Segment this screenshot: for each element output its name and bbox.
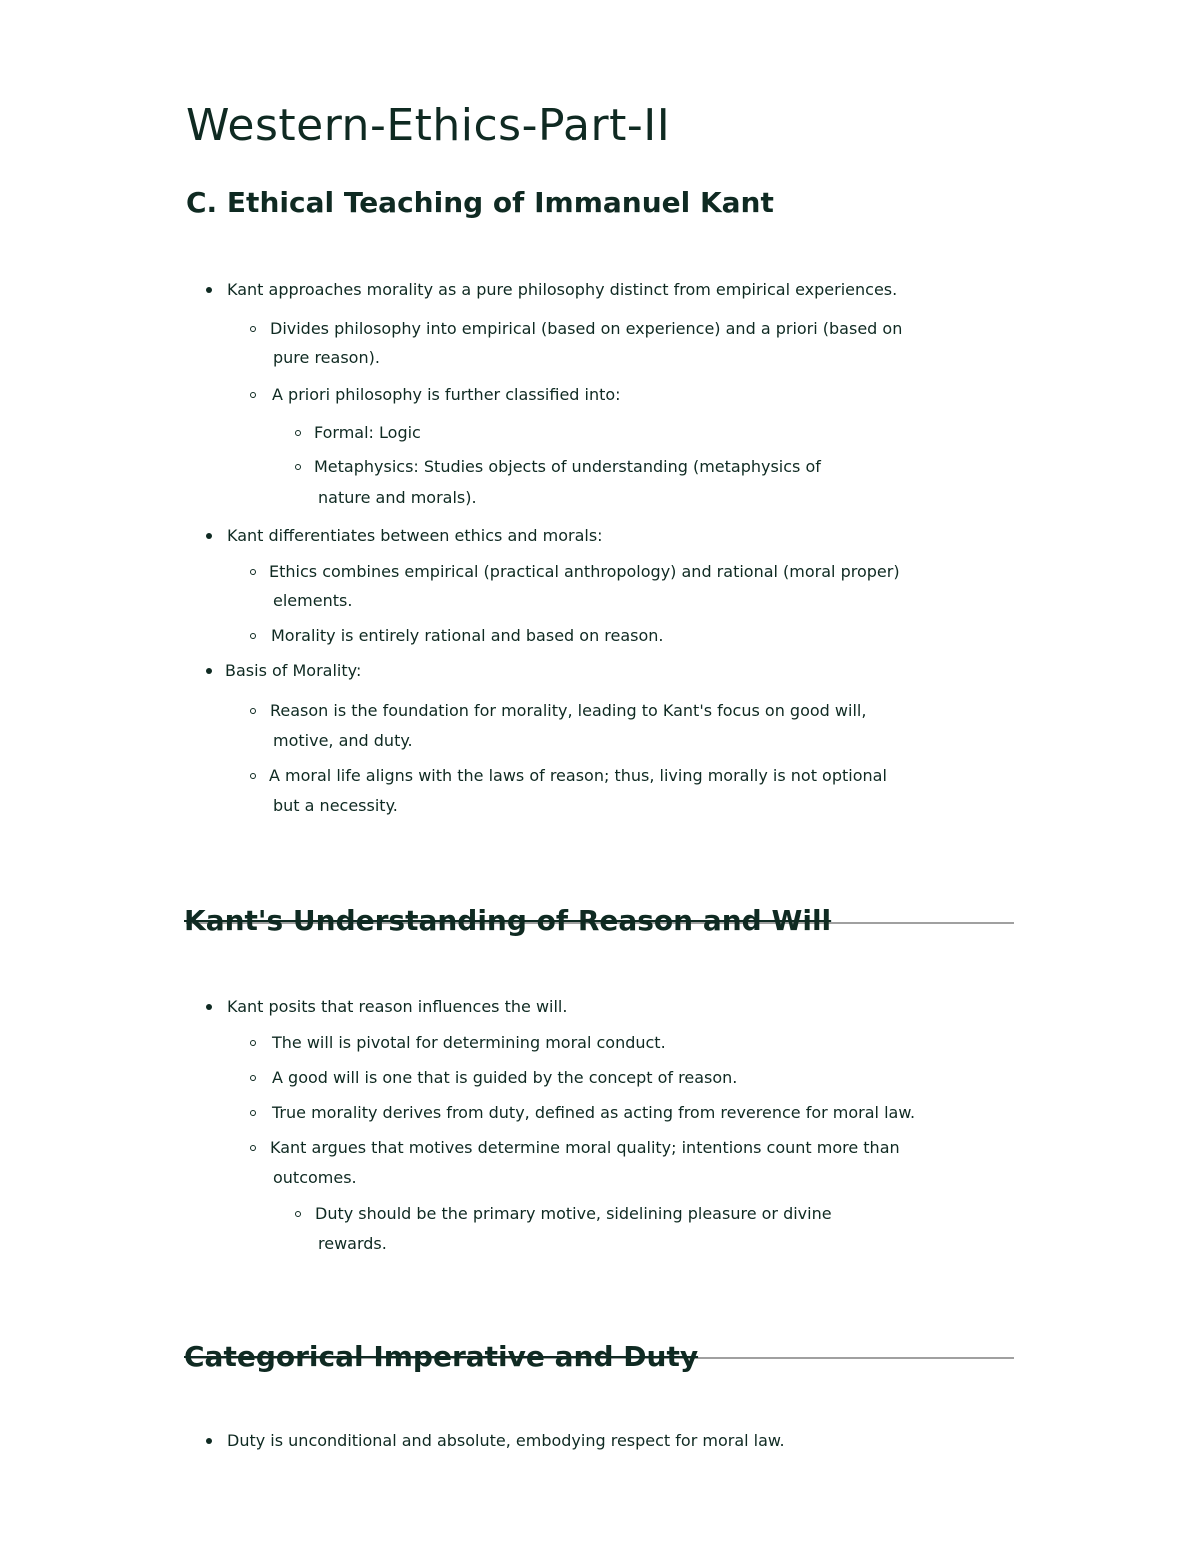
bullet-circle-icon bbox=[250, 1145, 256, 1151]
bullet-circle-icon bbox=[250, 569, 256, 575]
reason-will-heading: Kant's Understanding of Reason and Will bbox=[184, 904, 832, 937]
list-item: Kant argues that motives determine moral quality; intentions count more than bbox=[270, 1138, 900, 1157]
list-item: Duty should be the primary motive, sidelining pleasure or divine bbox=[315, 1204, 832, 1223]
list-item: Ethics combines empirical (practical anthropology) and rational (moral proper) bbox=[269, 562, 900, 581]
list-item: Formal: Logic bbox=[314, 423, 421, 442]
list-item: Duty is unconditional and absolute, embodying respect for moral law. bbox=[227, 1431, 785, 1450]
list-item: The will is pivotal for determining moral conduct. bbox=[272, 1033, 666, 1052]
bullet-circle-icon bbox=[295, 430, 301, 436]
list-item-continuation: nature and morals). bbox=[318, 488, 477, 507]
bullet-circle-icon bbox=[295, 464, 301, 470]
bullet-circle-icon bbox=[250, 326, 256, 332]
section-c-heading: C. Ethical Teaching of Immanuel Kant bbox=[186, 186, 774, 219]
list-item: Kant differentiates between ethics and morals: bbox=[227, 526, 603, 545]
list-item: A priori philosophy is further classified into: bbox=[272, 385, 621, 404]
bullet-circle-icon bbox=[250, 633, 256, 639]
list-item-continuation: motive, and duty. bbox=[273, 731, 413, 750]
bullet-circle-icon bbox=[250, 392, 256, 398]
bullet-disc-icon bbox=[206, 1004, 212, 1010]
bullet-circle-icon bbox=[250, 1040, 256, 1046]
list-item: Kant approaches morality as a pure philosophy distinct from empirical experiences. bbox=[227, 280, 898, 299]
bullet-disc-icon bbox=[206, 668, 212, 674]
categorical-imperative-heading: Categorical Imperative and Duty bbox=[184, 1340, 699, 1373]
list-item: Morality is entirely rational and based on reason. bbox=[271, 626, 664, 645]
list-item: Metaphysics: Studies objects of understanding (metaphysics of bbox=[314, 457, 821, 476]
list-item-continuation: pure reason). bbox=[273, 348, 380, 367]
bullet-circle-icon bbox=[250, 1075, 256, 1081]
list-item-continuation: rewards. bbox=[318, 1234, 387, 1253]
bullet-disc-icon bbox=[206, 533, 212, 539]
list-item: True morality derives from duty, defined as acting from reverence for moral law. bbox=[272, 1103, 916, 1122]
list-item: A moral life aligns with the laws of reason; thus, living morally is not optional bbox=[269, 766, 887, 785]
list-item-continuation: but a necessity. bbox=[273, 796, 398, 815]
list-item-continuation: outcomes. bbox=[273, 1168, 357, 1187]
page-title: Western-Ethics-Part-II bbox=[186, 100, 671, 151]
list-item: Divides philosophy into empirical (based on experience) and a priori (based on bbox=[270, 319, 903, 338]
bullet-circle-icon bbox=[250, 708, 256, 714]
list-item: Basis of Morality: bbox=[225, 661, 362, 680]
list-item-continuation: elements. bbox=[273, 591, 353, 610]
list-item: Kant posits that reason influences the will. bbox=[227, 997, 568, 1016]
bullet-circle-icon bbox=[295, 1211, 301, 1217]
bullet-circle-icon bbox=[250, 773, 256, 779]
bullet-disc-icon bbox=[206, 287, 212, 293]
list-item: Reason is the foundation for morality, leading to Kant's focus on good will, bbox=[270, 701, 867, 720]
bullet-disc-icon bbox=[206, 1438, 212, 1444]
bullet-circle-icon bbox=[250, 1110, 256, 1116]
list-item: A good will is one that is guided by the concept of reason. bbox=[272, 1068, 738, 1087]
